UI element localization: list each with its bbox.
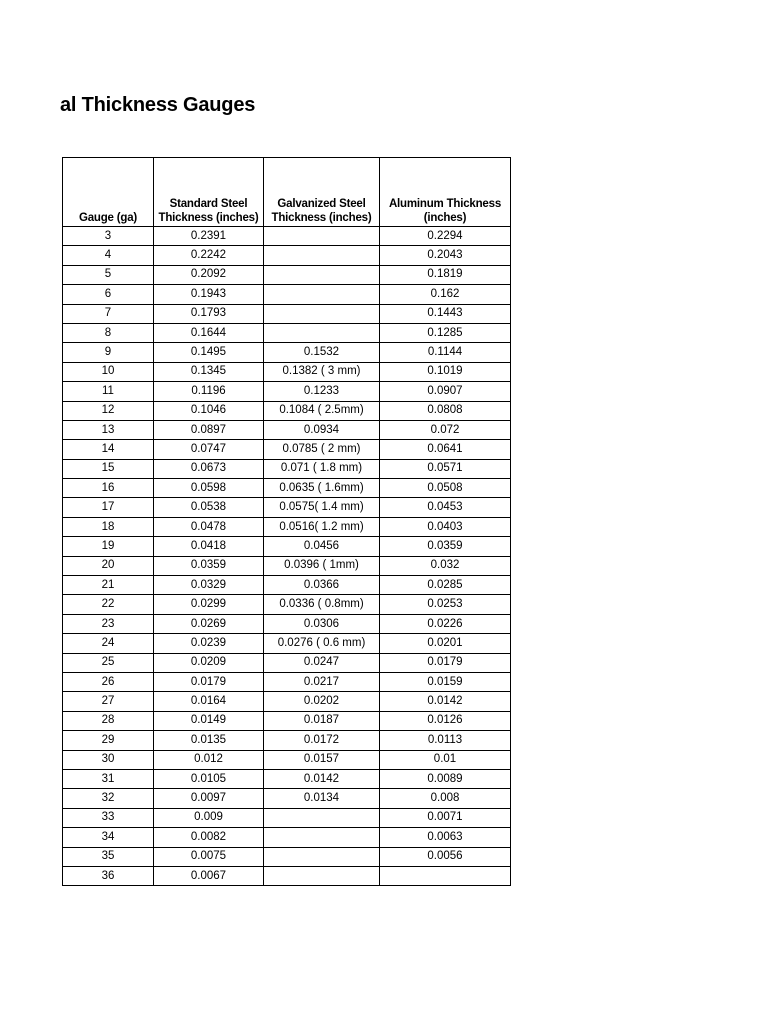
- gauge-cell: 17: [63, 498, 154, 517]
- table-row: [63, 866, 511, 885]
- gauge-cell: 23: [63, 614, 154, 633]
- gauge-cell: 27: [63, 692, 154, 711]
- standard-steel-cell: 0.0538: [154, 498, 264, 517]
- standard-steel-cell: 0.0179: [154, 672, 264, 691]
- galvanized-steel-cell: [264, 285, 380, 304]
- aluminum-cell: 0.1019: [380, 362, 511, 381]
- gauge-cell: 35: [63, 847, 154, 866]
- gauge-cell: 31: [63, 769, 154, 788]
- galvanized-steel-cell: [264, 227, 380, 246]
- page-title: al Thickness Gauges: [60, 94, 256, 116]
- table-row: [63, 769, 511, 788]
- galvanized-steel-cell: 0.0635 ( 1.6mm): [264, 479, 380, 498]
- standard-steel-cell: 0.1793: [154, 304, 264, 323]
- galvanized-steel-cell: 0.1233: [264, 382, 380, 401]
- standard-steel-cell: 0.0418: [154, 537, 264, 556]
- standard-steel-cell: 0.0478: [154, 517, 264, 536]
- gauge-cell: 21: [63, 576, 154, 595]
- table-row: [63, 517, 511, 536]
- gauge-cell: 11: [63, 382, 154, 401]
- galvanized-steel-cell: 0.0134: [264, 789, 380, 808]
- gauge-cell: 29: [63, 731, 154, 750]
- table-row: [63, 731, 511, 750]
- gauge-cell: 9: [63, 343, 154, 362]
- gauge-cell: 13: [63, 420, 154, 439]
- header-aluminum: [380, 158, 511, 227]
- galvanized-steel-cell: 0.0516( 1.2 mm): [264, 517, 380, 536]
- gauge-cell: 20: [63, 556, 154, 575]
- gauge-cell: 3: [63, 227, 154, 246]
- galvanized-steel-cell: 0.0142: [264, 769, 380, 788]
- standard-steel-cell: 0.0209: [154, 653, 264, 672]
- table-body: [63, 227, 511, 886]
- gauge-cell: 10: [63, 362, 154, 381]
- aluminum-cell: 0.0089: [380, 769, 511, 788]
- aluminum-cell: 0.0359: [380, 537, 511, 556]
- aluminum-cell: 0.1144: [380, 343, 511, 362]
- galvanized-steel-cell: 0.0202: [264, 692, 380, 711]
- galvanized-steel-cell: [264, 246, 380, 265]
- galvanized-steel-cell: 0.0306: [264, 614, 380, 633]
- gauge-cell: 28: [63, 711, 154, 730]
- aluminum-cell: 0.2043: [380, 246, 511, 265]
- galvanized-steel-cell: [264, 866, 380, 885]
- aluminum-cell: 0.0907: [380, 382, 511, 401]
- table-row: [63, 459, 511, 478]
- standard-steel-cell: 0.0239: [154, 634, 264, 653]
- header-standard-steel-line-2: Thickness (inches): [158, 212, 259, 224]
- table-row: [63, 653, 511, 672]
- table-row: [63, 711, 511, 730]
- standard-steel-cell: 0.1196: [154, 382, 264, 401]
- header-gauge-line: Gauge (ga): [78, 212, 138, 224]
- table-row: [63, 285, 511, 304]
- table-row: [63, 614, 511, 633]
- table-row: [63, 265, 511, 284]
- aluminum-cell: 0.0056: [380, 847, 511, 866]
- galvanized-steel-cell: 0.0456: [264, 537, 380, 556]
- galvanized-steel-cell: [264, 323, 380, 342]
- galvanized-steel-cell: 0.0157: [264, 750, 380, 769]
- aluminum-cell: 0.0179: [380, 653, 511, 672]
- gauge-cell: 36: [63, 866, 154, 885]
- table-row: [63, 692, 511, 711]
- galvanized-steel-cell: [264, 265, 380, 284]
- galvanized-steel-cell: 0.0276 ( 0.6 mm): [264, 634, 380, 653]
- standard-steel-cell: 0.1345: [154, 362, 264, 381]
- aluminum-cell: [380, 866, 511, 885]
- aluminum-cell: 0.0142: [380, 692, 511, 711]
- aluminum-cell: 0.1285: [380, 323, 511, 342]
- gauge-cell: 5: [63, 265, 154, 284]
- galvanized-steel-cell: 0.0396 ( 1mm): [264, 556, 380, 575]
- table-row: [63, 440, 511, 459]
- standard-steel-cell: 0.0097: [154, 789, 264, 808]
- header-standard-steel-line-1: Standard Steel: [169, 198, 248, 210]
- aluminum-cell: 0.0063: [380, 828, 511, 847]
- table-row: [63, 672, 511, 691]
- standard-steel-cell: 0.2092: [154, 265, 264, 284]
- standard-steel-cell: 0.0299: [154, 595, 264, 614]
- table-row: [63, 227, 511, 246]
- gauge-cell: 8: [63, 323, 154, 342]
- table-row: [63, 401, 511, 420]
- gauge-cell: 24: [63, 634, 154, 653]
- table-row: [63, 595, 511, 614]
- aluminum-cell: 0.0808: [380, 401, 511, 420]
- header-aluminum-line-2: (inches): [423, 212, 467, 224]
- table-row: [63, 246, 511, 265]
- aluminum-cell: 0.0253: [380, 595, 511, 614]
- standard-steel-cell: 0.0082: [154, 828, 264, 847]
- table-row: [63, 556, 511, 575]
- table-row: [63, 634, 511, 653]
- standard-steel-cell: 0.0598: [154, 479, 264, 498]
- gauge-cell: 7: [63, 304, 154, 323]
- aluminum-cell: 0.0285: [380, 576, 511, 595]
- standard-steel-cell: 0.2242: [154, 246, 264, 265]
- standard-steel-cell: 0.0329: [154, 576, 264, 595]
- table-row: [63, 847, 511, 866]
- table-row: [63, 304, 511, 323]
- aluminum-cell: 0.072: [380, 420, 511, 439]
- table-header: [63, 158, 511, 227]
- gauge-cell: 26: [63, 672, 154, 691]
- table-row: [63, 323, 511, 342]
- aluminum-cell: 0.1443: [380, 304, 511, 323]
- standard-steel-cell: 0.0359: [154, 556, 264, 575]
- gauge-cell: 12: [63, 401, 154, 420]
- standard-steel-cell: 0.0747: [154, 440, 264, 459]
- aluminum-cell: 0.0453: [380, 498, 511, 517]
- table-row: [63, 382, 511, 401]
- aluminum-cell: 0.0201: [380, 634, 511, 653]
- gauge-cell: 25: [63, 653, 154, 672]
- table-row: [63, 343, 511, 362]
- aluminum-cell: 0.0071: [380, 808, 511, 827]
- galvanized-steel-cell: 0.0172: [264, 731, 380, 750]
- gauge-cell: 19: [63, 537, 154, 556]
- galvanized-steel-cell: 0.0575( 1.4 mm): [264, 498, 380, 517]
- table-row: [63, 537, 511, 556]
- table-row: [63, 479, 511, 498]
- aluminum-cell: 0.0126: [380, 711, 511, 730]
- gauge-cell: 33: [63, 808, 154, 827]
- gauge-cell: 22: [63, 595, 154, 614]
- header-gauge: [63, 158, 154, 227]
- standard-steel-cell: 0.009: [154, 808, 264, 827]
- header-standard-steel: [154, 158, 264, 227]
- standard-steel-cell: 0.2391: [154, 227, 264, 246]
- aluminum-cell: 0.0403: [380, 517, 511, 536]
- standard-steel-cell: 0.0135: [154, 731, 264, 750]
- aluminum-cell: 0.0113: [380, 731, 511, 750]
- header-aluminum-line-1: Aluminum Thickness: [388, 198, 502, 210]
- standard-steel-cell: 0.012: [154, 750, 264, 769]
- galvanized-steel-cell: [264, 304, 380, 323]
- aluminum-cell: 0.0571: [380, 459, 511, 478]
- aluminum-cell: 0.0226: [380, 614, 511, 633]
- galvanized-steel-cell: 0.0934: [264, 420, 380, 439]
- galvanized-steel-cell: 0.1382 ( 3 mm): [264, 362, 380, 381]
- table-row: [63, 808, 511, 827]
- standard-steel-cell: 0.0075: [154, 847, 264, 866]
- aluminum-cell: 0.2294: [380, 227, 511, 246]
- aluminum-cell: 0.032: [380, 556, 511, 575]
- table-row: [63, 576, 511, 595]
- aluminum-cell: 0.1819: [380, 265, 511, 284]
- table-row: [63, 362, 511, 381]
- standard-steel-cell: 0.0897: [154, 420, 264, 439]
- table-row: [63, 789, 511, 808]
- gauge-cell: 18: [63, 517, 154, 536]
- table-row: [63, 828, 511, 847]
- aluminum-cell: 0.162: [380, 285, 511, 304]
- gauge-table: [62, 157, 511, 886]
- aluminum-cell: 0.0641: [380, 440, 511, 459]
- galvanized-steel-cell: [264, 847, 380, 866]
- standard-steel-cell: 0.1943: [154, 285, 264, 304]
- gauge-cell: 4: [63, 246, 154, 265]
- gauge-cell: 6: [63, 285, 154, 304]
- galvanized-steel-cell: [264, 828, 380, 847]
- galvanized-steel-cell: 0.0785 ( 2 mm): [264, 440, 380, 459]
- galvanized-steel-cell: 0.071 ( 1.8 mm): [264, 459, 380, 478]
- gauge-cell: 34: [63, 828, 154, 847]
- standard-steel-cell: 0.0067: [154, 866, 264, 885]
- galvanized-steel-cell: 0.0217: [264, 672, 380, 691]
- galvanized-steel-cell: 0.1084 ( 2.5mm): [264, 401, 380, 420]
- standard-steel-cell: 0.1644: [154, 323, 264, 342]
- galvanized-steel-cell: 0.1532: [264, 343, 380, 362]
- standard-steel-cell: 0.0105: [154, 769, 264, 788]
- header-galvanized-steel: [264, 158, 380, 227]
- header-galvanized-steel-line-2: Thickness (inches): [271, 212, 372, 224]
- galvanized-steel-cell: 0.0366: [264, 576, 380, 595]
- aluminum-cell: 0.0508: [380, 479, 511, 498]
- standard-steel-cell: 0.0149: [154, 711, 264, 730]
- header-row: [63, 158, 511, 227]
- header-galvanized-steel-line-1: Galvanized Steel: [277, 198, 366, 210]
- galvanized-steel-cell: [264, 808, 380, 827]
- aluminum-cell: 0.008: [380, 789, 511, 808]
- gauge-cell: 14: [63, 440, 154, 459]
- table-row: [63, 420, 511, 439]
- aluminum-cell: 0.01: [380, 750, 511, 769]
- gauge-cell: 32: [63, 789, 154, 808]
- table-row: [63, 498, 511, 517]
- standard-steel-cell: 0.1046: [154, 401, 264, 420]
- standard-steel-cell: 0.0269: [154, 614, 264, 633]
- galvanized-steel-cell: 0.0247: [264, 653, 380, 672]
- standard-steel-cell: 0.0673: [154, 459, 264, 478]
- galvanized-steel-cell: 0.0187: [264, 711, 380, 730]
- gauge-cell: 16: [63, 479, 154, 498]
- galvanized-steel-cell: 0.0336 ( 0.8mm): [264, 595, 380, 614]
- standard-steel-cell: 0.0164: [154, 692, 264, 711]
- aluminum-cell: 0.0159: [380, 672, 511, 691]
- gauge-cell: 30: [63, 750, 154, 769]
- standard-steel-cell: 0.1495: [154, 343, 264, 362]
- table-row: [63, 750, 511, 769]
- gauge-cell: 15: [63, 459, 154, 478]
